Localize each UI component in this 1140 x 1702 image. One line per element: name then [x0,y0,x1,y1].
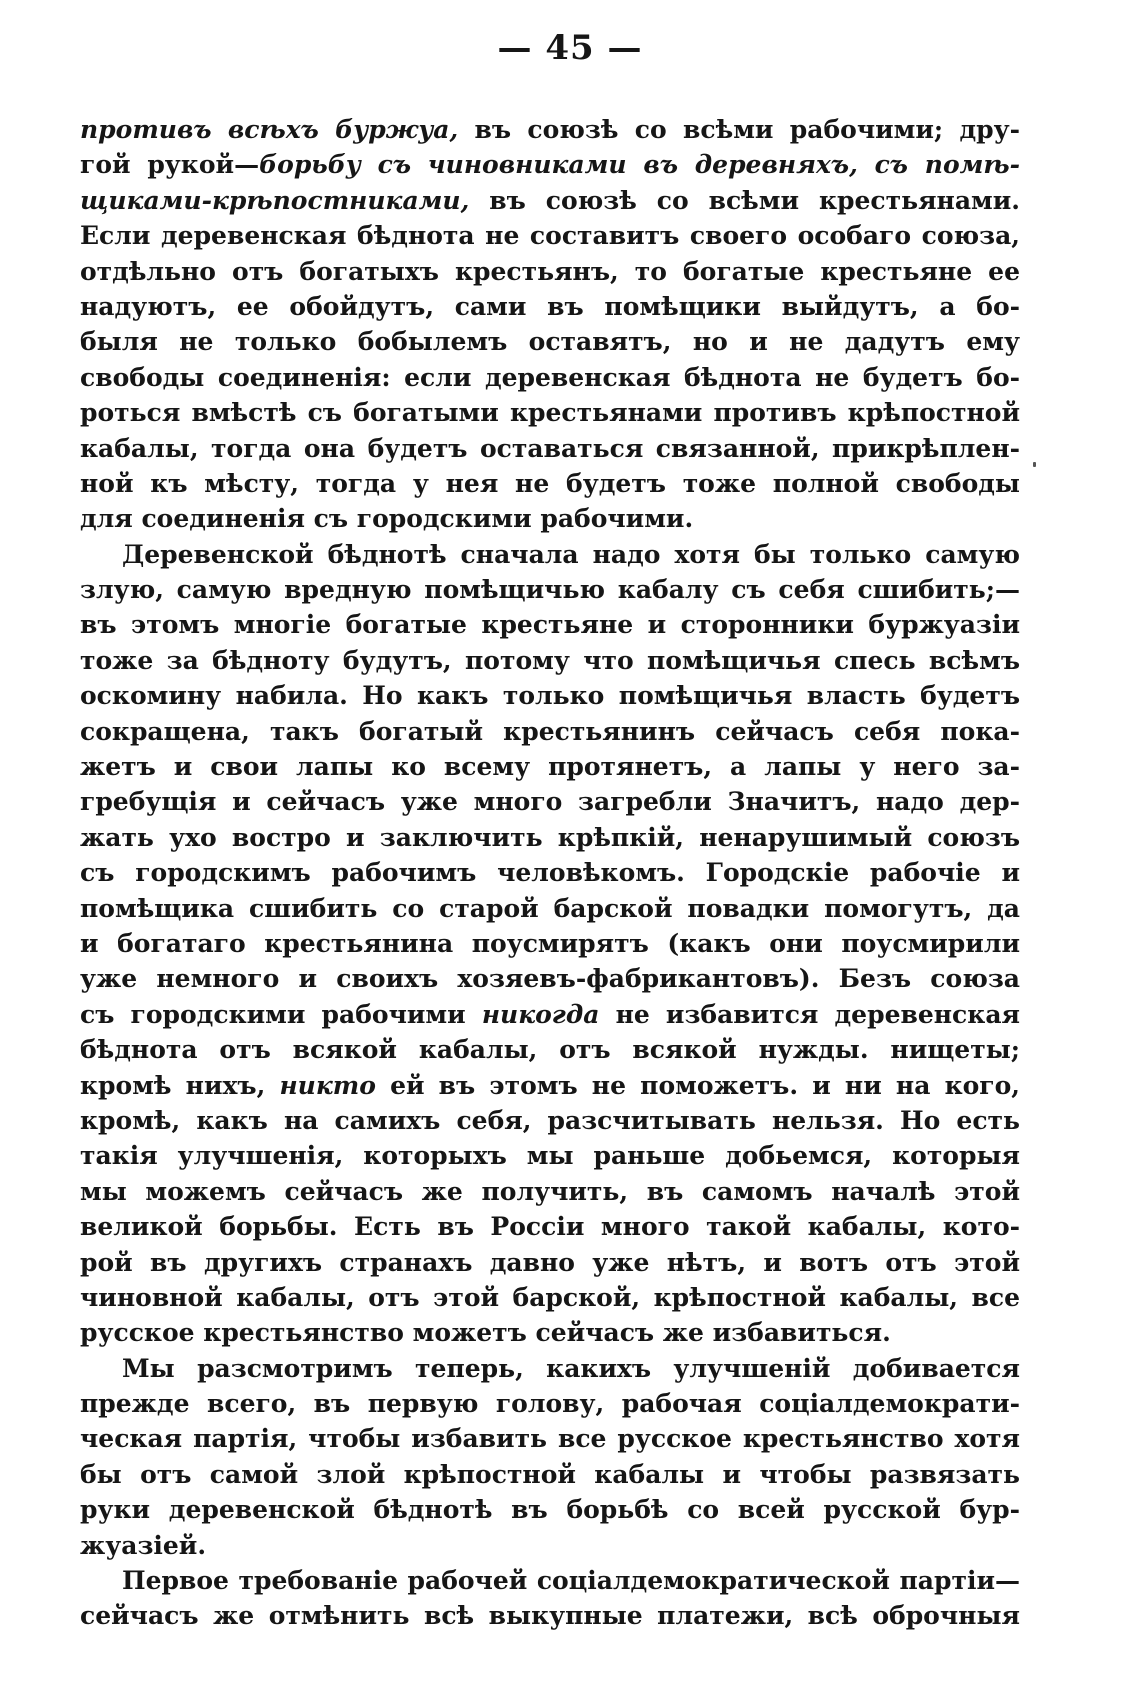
text-line [80,784,1020,819]
text-run: ческая партія, чтобы избавить все русское крестьянство хотя [80,1424,1020,1454]
text-run: въ союзѣ со всѣми рабочими; дру- [458,115,1021,144]
text-line [80,466,1020,501]
text-line [80,820,1020,855]
text-line [80,643,1020,678]
text-line [80,1209,1020,1244]
text-run: жуазіей. [80,1530,207,1560]
text-run: гой рукой— [80,150,260,180]
text-line [80,714,1020,749]
text-line [80,1315,1020,1350]
text-line [80,501,1020,536]
text-run: кабалы, тогда она будетъ оставаться связанной, прикрѣплен- [80,433,1020,463]
text-run: не избавится деревенская [599,999,1020,1029]
text-line [80,961,1020,996]
text-run: надуютъ, ее обойдутъ, сами въ помѣщики выйдутъ, а бо- [80,291,1020,321]
print-speck [1033,462,1036,467]
text-run: мы можемъ сейчасъ же получить, въ самомъ началѣ этой [80,1176,1020,1206]
text-line [80,289,1020,324]
text-run: оскомину набила. Но какъ только помѣщичья власть будетъ [80,681,1020,711]
text-line [80,218,1020,253]
emphasis-text: никто [279,1070,376,1100]
text-line [80,112,1020,147]
text-run: ей въ этомъ не поможетъ. и ни на кого, [375,1070,1020,1100]
text-line [80,1245,1020,1280]
text-line [80,395,1020,430]
page-number: — 45 — [497,28,643,68]
text-line [80,147,1020,182]
text-run: ной къ мѣсту, тогда у нея не будетъ тоже полной свободы [80,468,1020,498]
text-line [80,1351,1020,1386]
paragraph [80,537,1020,1351]
text-line [80,431,1020,466]
text-run: бѣднота отъ всякой кабалы, отъ всякой нужды. нищеты; [80,1035,1020,1065]
text-run: прежде всего, въ первую голову, рабочая соціалдемократи- [80,1389,1020,1419]
text-run: уже немного и своихъ хозяевъ-фабрикантовъ). Безъ союза [80,964,1020,994]
text-run: тоже за бѣдноту будутъ, потому что помѣщичья спесь всѣмъ [80,645,1020,675]
text-line [80,926,1020,961]
emphasis-text: никогда [481,999,600,1029]
text-run: бы отъ самой злой крѣпостной кабалы и чтобы развязать [80,1459,1020,1489]
paragraph [80,112,1020,537]
text-line [80,1174,1020,1209]
paragraph [80,1563,1020,1634]
text-run: въ этомъ многіе богатые крестьяне и сторонники буржуазіи [80,610,1020,640]
text-run: свободы соединенія: если деревенская бѣднота не будетъ бо- [80,362,1020,392]
text-run: для соединенія съ городскими рабочими. [80,504,694,534]
text-run: великой борьбы. Есть въ Россіи много такой кабалы, кото- [80,1212,1020,1242]
text-run: чиновной кабалы, отъ этой барской, крѣпостной кабалы, все [80,1282,1020,1312]
text-line [80,607,1020,642]
text-run: Если деревенская бѣднота не составитъ своего особаго союза, [80,221,1020,251]
text-run: рой въ другихъ странахъ давно уже нѣтъ, и вотъ отъ этой [80,1247,1020,1277]
text-line [80,1386,1020,1421]
text-run: кромѣ нихъ, [80,1070,280,1100]
text-line [80,1492,1020,1527]
emphasis-text: щиками-крѣпостниками, [80,185,470,215]
text-line [80,891,1020,926]
text-run: съ городскими рабочими [80,999,482,1029]
text-run: такія улучшенія, которыхъ мы раньше добьемся, которыя [80,1141,1020,1171]
text-line [80,1421,1020,1456]
text-line [80,1138,1020,1173]
text-run: быля не только бобылемъ оставятъ, но и не дадутъ ему [80,327,1020,357]
text-line [80,324,1020,359]
text-line [80,1528,1020,1563]
text-line [80,1598,1020,1633]
text-run: жетъ и свои лапы ко всему протянетъ, а лапы у него за- [80,752,1020,782]
text-line [80,1280,1020,1315]
text-line [80,678,1020,713]
text-line [80,1563,1020,1598]
text-line [80,1068,1020,1103]
body-text [80,112,1020,1634]
text-line [80,1457,1020,1492]
text-run: съ городскимъ рабочимъ человѣкомъ. Городскіе рабочіе и [80,858,1020,888]
text-run: жать ухо востро и заключить крѣпкій, ненарушимый союзъ [80,822,1020,852]
text-run: русское крестьянство можетъ сейчасъ же избавиться. [80,1318,891,1348]
paragraph [80,1351,1020,1563]
text-run: помѣщика сшибить со старой барской повадки помогутъ, да [80,893,1020,923]
text-line [80,1103,1020,1138]
text-line [80,360,1020,395]
text-run: кромѣ, какъ на самихъ себя, разсчитывать нельзя. Но есть [80,1105,1020,1135]
text-run: и богатаго крестьянина поусмирятъ (какъ они поусмирили [80,928,1020,958]
text-run: злую, самую вредную помѣщичью кабалу съ себя сшибить;— [80,575,1020,605]
text-run: сокращена, такъ богатый крестьянинъ сейчасъ себя пока- [80,716,1020,746]
text-run: въ союзѣ со всѣми крестьянами. [469,185,1020,215]
emphasis-text: противъ всѣхъ буржуа, [80,115,459,144]
text-line [80,572,1020,607]
text-run: гребущія и сейчасъ уже много загребли Значитъ, надо дер- [80,787,1020,817]
text-run: руки деревенской бѣднотѣ въ борьбѣ со всей русской бур- [80,1495,1020,1525]
text-run: Мы разсмотримъ теперь, какихъ улучшеній добивается [122,1353,1020,1383]
text-run: отдѣльно отъ богатыхъ крестьянъ, то богатые крестьяне ее [80,256,1020,286]
text-line [80,183,1020,218]
text-run: Первое требованіе рабочей соціалдемократической партіи— [122,1566,1020,1596]
text-line [80,537,1020,572]
emphasis-text: борьбу съ чиновниками въ деревняхъ, съ помѣ- [259,150,1021,180]
text-line [80,749,1020,784]
text-run: Деревенской бѣднотѣ сначала надо хотя бы только самую [122,539,1020,569]
text-run: сейчасъ же отмѣнить всѣ выкупные платежи, всѣ оброчныя [80,1601,1020,1631]
text-line [80,1032,1020,1067]
text-line [80,855,1020,890]
text-line [80,254,1020,289]
text-run: роться вмѣстѣ съ богатыми крестьянами противъ крѣпостной [80,398,1020,428]
text-line [80,997,1020,1032]
